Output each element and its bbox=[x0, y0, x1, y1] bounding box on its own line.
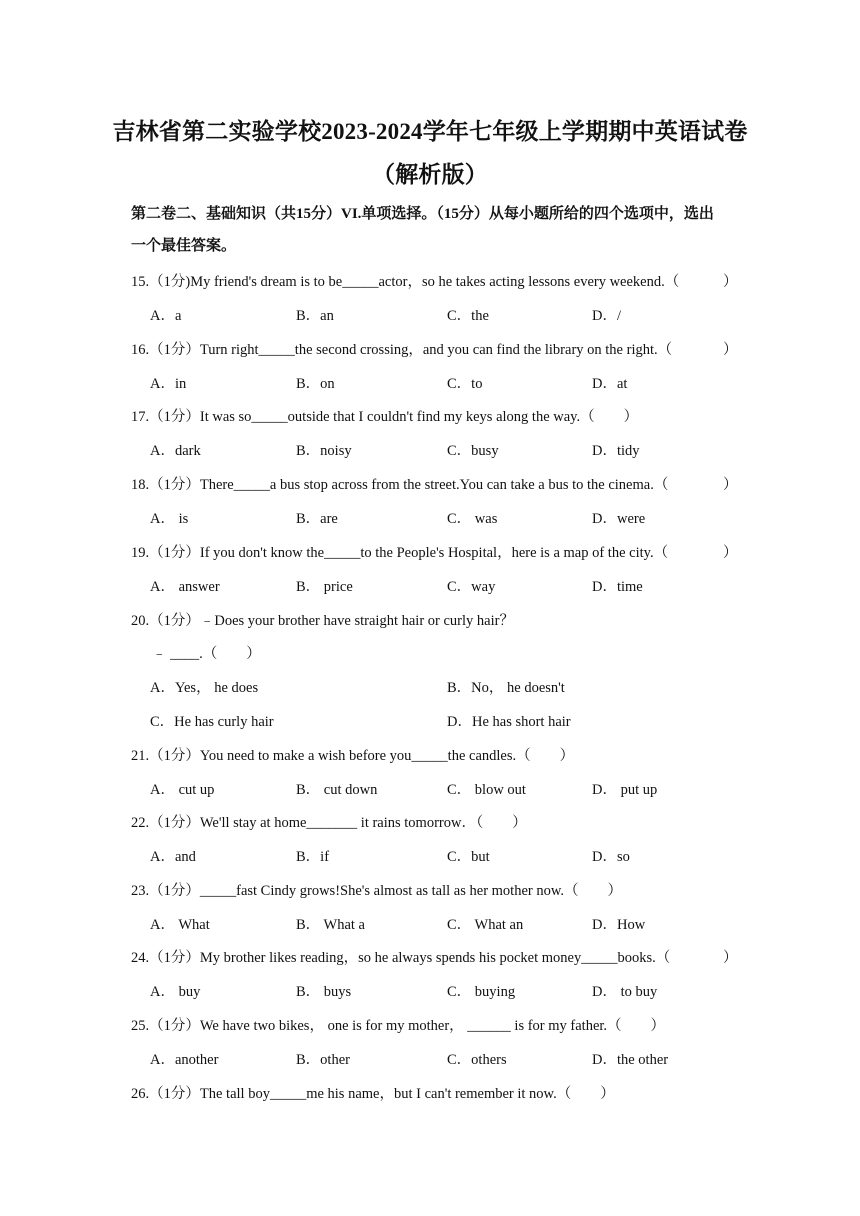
option-a: A．another bbox=[150, 1052, 219, 1068]
option-d: D．tidy bbox=[592, 443, 640, 459]
question-26 bbox=[131, 1082, 736, 1103]
option-a: A．a bbox=[150, 308, 182, 324]
question-stem: 24.（1分）My brother likes reading，so he always spends his pocket money_____books.（ bbox=[131, 950, 671, 966]
option-d: D．so bbox=[592, 849, 630, 865]
option-b: B． What a bbox=[296, 917, 365, 933]
close-paren: ） bbox=[723, 950, 738, 966]
question-23 bbox=[131, 879, 736, 900]
question-18 bbox=[131, 473, 736, 494]
option-c: C．others bbox=[447, 1052, 507, 1068]
option-c: C．to bbox=[447, 376, 483, 392]
option-a: A．and bbox=[150, 849, 196, 865]
option-d: D．at bbox=[592, 376, 628, 392]
question-stem: 20.（1分）﹣Does your brother have straight hair or curly hair？ bbox=[131, 613, 514, 629]
question-24 bbox=[131, 946, 736, 967]
question-20 bbox=[131, 609, 736, 630]
question-stem: 16.（1分）Turn right_____the second crossing，and you can find the library on the right.（ bbox=[131, 342, 673, 358]
question-25 bbox=[131, 1014, 736, 1035]
question-stem: 19.（1分）If you don't know the_____to the People's Hospital，here is a map of the city.（ bbox=[131, 545, 669, 561]
option-d: D．/ bbox=[592, 308, 621, 324]
option-d: D．He has short hair bbox=[447, 714, 571, 730]
option-c: C．the bbox=[447, 308, 489, 324]
option-c: C． blow out bbox=[447, 782, 526, 798]
question-19 bbox=[131, 541, 736, 562]
option-d: D．the other bbox=[592, 1052, 669, 1068]
option-b: B． buys bbox=[296, 984, 352, 1000]
option-d: D．time bbox=[592, 579, 643, 595]
section-instructions bbox=[131, 198, 736, 262]
exam-title: 吉林省第二实验学校2023-2024学年七年级上学期期中英语试卷 bbox=[112, 119, 748, 144]
option-a: A．Yes， he does bbox=[150, 680, 259, 696]
option-a: A． answer bbox=[150, 579, 220, 595]
option-b: B．No， he doesn't bbox=[447, 680, 565, 696]
section-line-2: 一个最佳答案。 bbox=[131, 238, 237, 254]
question-stem: 23.（1分）_____fast Cindy grows!She's almost as tall as her mother now.（ ） bbox=[131, 883, 622, 899]
option-c: C． What an bbox=[447, 917, 524, 933]
option-b: B． price bbox=[296, 579, 353, 595]
question-22 bbox=[131, 811, 736, 832]
question-stem: 18.（1分）There_____a bus stop across from the street.You can take a bus to the cinema.（ bbox=[131, 477, 669, 493]
section-line-1: 第二卷二、基础知识（共15分）VI.单项选择。（15分）从每小题所给的四个选项中，选出 bbox=[131, 206, 714, 222]
option-d: D． to buy bbox=[592, 984, 658, 1000]
option-b: B．other bbox=[296, 1052, 350, 1068]
option-a: A． cut up bbox=[150, 782, 215, 798]
option-b: B．an bbox=[296, 308, 334, 324]
question-16 bbox=[131, 338, 736, 359]
option-b: B．on bbox=[296, 376, 335, 392]
option-d: D．How bbox=[592, 917, 646, 933]
question-17 bbox=[131, 405, 736, 426]
close-paren: ） bbox=[723, 545, 738, 561]
option-b: B． cut down bbox=[296, 782, 378, 798]
question-stem: 15.（1分)My friend's dream is to be_____actor，so he takes acting lessons every weekend.（ bbox=[131, 274, 680, 290]
question-stem: 17.（1分）It was so_____outside that I couldn't find my keys along the way.（ ） bbox=[131, 409, 639, 425]
option-c: C．He has curly hair bbox=[150, 714, 274, 730]
option-b: B．noisy bbox=[296, 443, 352, 459]
option-c: C． buying bbox=[447, 984, 516, 1000]
question-stem: 26.（1分）The tall boy_____me his name，but I can't remember it now.（ ） bbox=[131, 1086, 615, 1102]
question-stem: 21.（1分）You need to make a wish before you_____the candles.（ ） bbox=[131, 748, 575, 764]
option-d: D． put up bbox=[592, 782, 658, 798]
option-c: C． was bbox=[447, 511, 498, 527]
option-a: A． What bbox=[150, 917, 210, 933]
close-paren: ） bbox=[723, 342, 738, 358]
option-a: A．dark bbox=[150, 443, 201, 459]
option-a: A．in bbox=[150, 376, 187, 392]
close-paren: ） bbox=[723, 274, 738, 290]
option-c: C．way bbox=[447, 579, 496, 595]
question-stem: 25.（1分）We have two bikes， one is for my mother， ______ is for my father.（ ） bbox=[131, 1018, 666, 1034]
option-b: B．if bbox=[296, 849, 330, 865]
option-a: A． is bbox=[150, 511, 189, 527]
option-a: A． buy bbox=[150, 984, 201, 1000]
question-21 bbox=[131, 744, 736, 765]
close-paren: ） bbox=[723, 477, 738, 493]
question-20-sub: ﹣ ____.（ ） bbox=[152, 646, 261, 662]
option-c: C．but bbox=[447, 849, 490, 865]
question-stem: 22.（1分）We'll stay at home_______ it rains tomorrow．（ ） bbox=[131, 815, 527, 831]
exam-subtitle: （解析版） bbox=[372, 162, 488, 187]
question-15 bbox=[131, 270, 736, 291]
option-b: B．are bbox=[296, 511, 338, 527]
option-d: D．were bbox=[592, 511, 646, 527]
option-c: C．busy bbox=[447, 443, 499, 459]
